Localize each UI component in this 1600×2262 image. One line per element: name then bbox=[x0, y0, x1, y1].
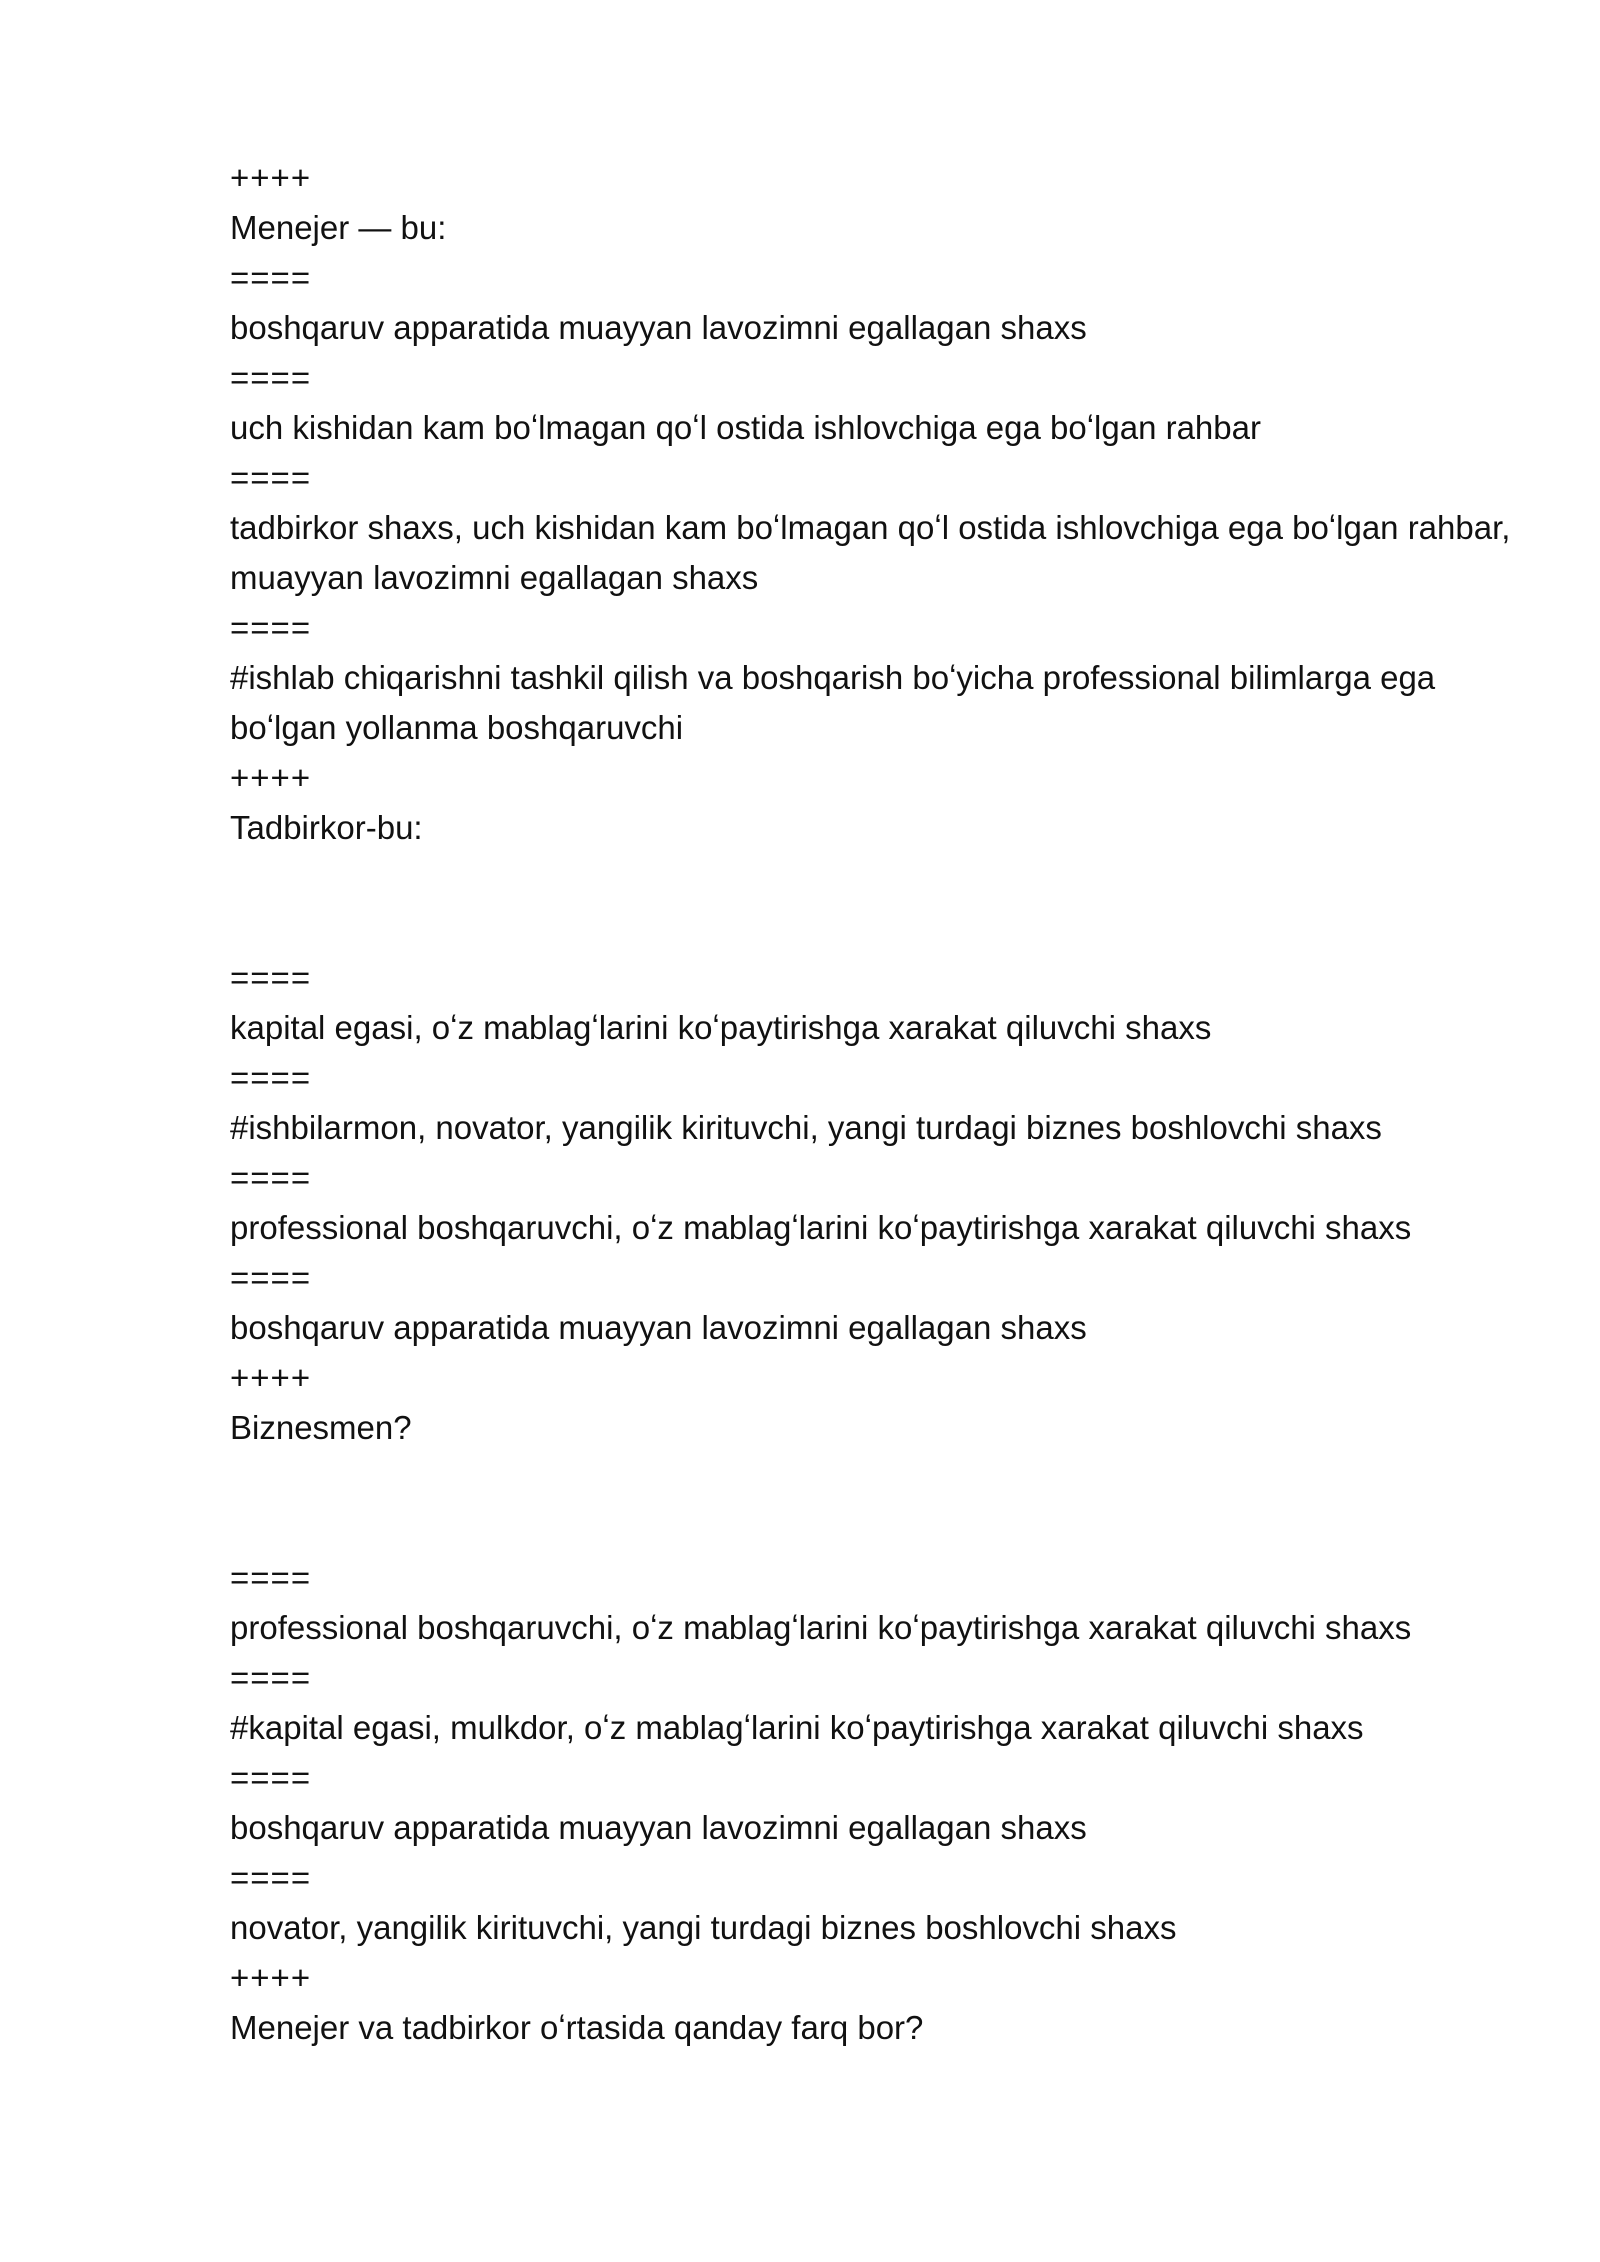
question-text: Tadbirkor-bu: bbox=[230, 809, 423, 846]
question-marker: ++++ bbox=[230, 1359, 312, 1396]
option-text-correct: #ishlab chiqarishni tashkil qilish va boshqarish boʻyicha professional bilimlarga ega boʻlgan yollanma boshqaruvchi bbox=[230, 659, 1436, 746]
option-marker: ==== bbox=[230, 1859, 312, 1896]
option-marker: ==== bbox=[230, 259, 312, 296]
option-marker: ==== bbox=[230, 959, 312, 996]
document-body bbox=[230, 153, 1530, 2053]
question-marker: ++++ bbox=[230, 159, 312, 196]
option-text: novator, yangilik kirituvchi, yangi turdagi biznes boshlovchi shaxs bbox=[230, 1909, 1177, 1946]
option-text-correct: #ishbilarmon, novator, yangilik kirituvchi, yangi turdagi biznes boshlovchi shaxs bbox=[230, 1109, 1382, 1146]
question-text: Biznesmen? bbox=[230, 1409, 412, 1446]
option-text: kapital egasi, oʻz mablagʻlarini koʻpaytirishga xarakat qiluvchi shaxs bbox=[230, 1009, 1212, 1046]
option-marker: ==== bbox=[230, 359, 312, 396]
option-marker: ==== bbox=[230, 459, 312, 496]
option-marker: ==== bbox=[230, 1759, 312, 1796]
option-text: professional boshqaruvchi, oʻz mablagʻlarini koʻpaytirishga xarakat qiluvchi shaxs bbox=[230, 1209, 1412, 1246]
option-marker: ==== bbox=[230, 1259, 312, 1296]
question-text: Menejer va tadbirkor oʻrtasida qanday farq bor? bbox=[230, 2009, 924, 2046]
option-text: boshqaruv apparatida muayyan lavozimni egallagan shaxs bbox=[230, 1309, 1087, 1346]
option-text-correct: #kapital egasi, mulkdor, oʻz mablagʻlarini koʻpaytirishga xarakat qiluvchi shaxs bbox=[230, 1709, 1364, 1746]
option-marker: ==== bbox=[230, 1559, 312, 1596]
option-text: boshqaruv apparatida muayyan lavozimni egallagan shaxs bbox=[230, 1809, 1087, 1846]
option-marker: ==== bbox=[230, 1159, 312, 1196]
option-marker: ==== bbox=[230, 609, 312, 646]
option-text: boshqaruv apparatida muayyan lavozimni egallagan shaxs bbox=[230, 309, 1087, 346]
question-marker: ++++ bbox=[230, 759, 312, 796]
option-text: uch kishidan kam boʻlmagan qoʻl ostida ishlovchiga ega boʻlgan rahbar bbox=[230, 409, 1261, 446]
question-text: Menejer — bu: bbox=[230, 209, 447, 246]
blank-space bbox=[230, 1453, 1530, 1553]
option-text: tadbirkor shaxs, uch kishidan kam boʻlmagan qoʻl ostida ishlovchiga ega boʻlgan rahbar, muayyan lavozimni egallagan shaxs bbox=[230, 509, 1511, 596]
option-marker: ==== bbox=[230, 1059, 312, 1096]
question-marker: ++++ bbox=[230, 1959, 312, 1996]
option-marker: ==== bbox=[230, 1659, 312, 1696]
option-text: professional boshqaruvchi, oʻz mablagʻlarini koʻpaytirishga xarakat qiluvchi shaxs bbox=[230, 1609, 1412, 1646]
blank-space bbox=[230, 853, 1530, 953]
